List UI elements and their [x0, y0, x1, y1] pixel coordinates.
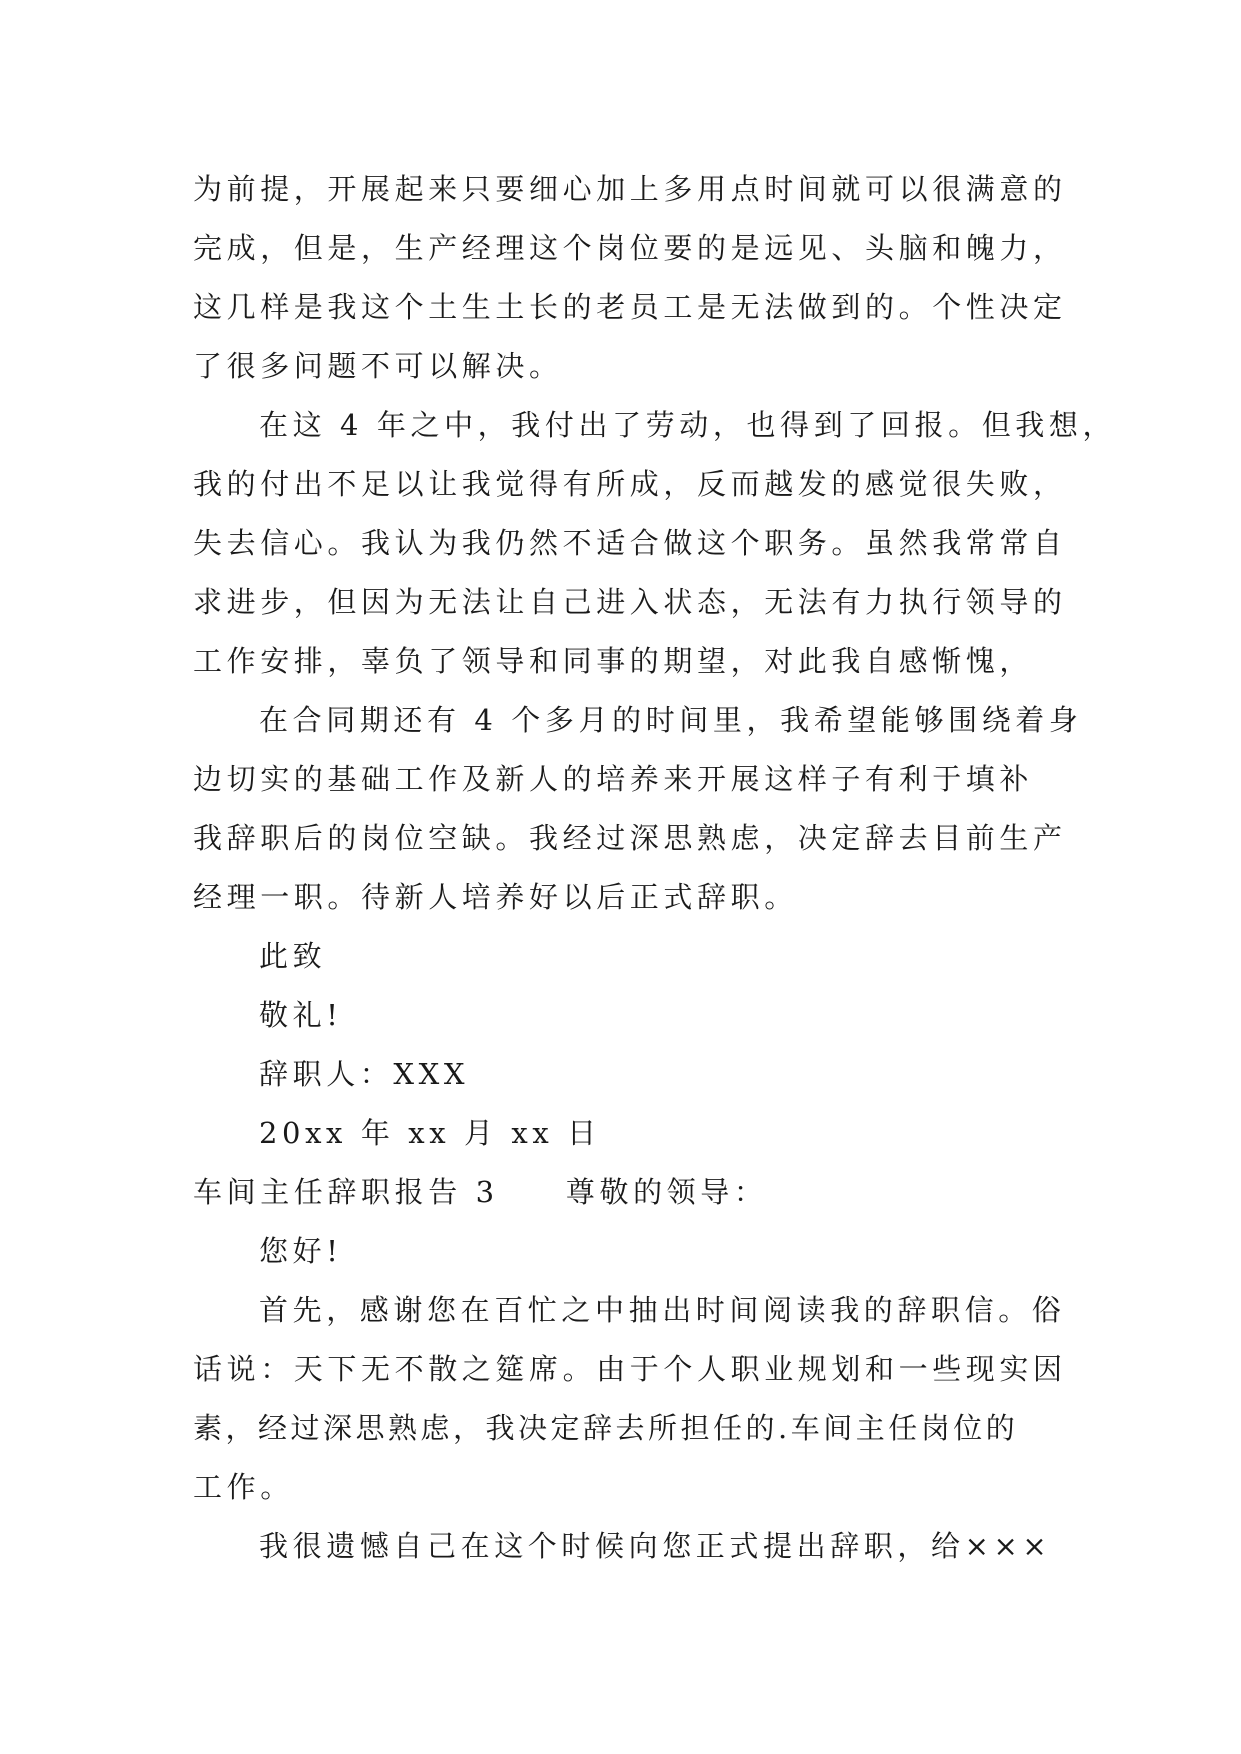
text-line: 话说：天下无不散之筵席。由于个人职业规划和一些现实因: [193, 1352, 1067, 1386]
signature-name: 辞职人：XXX: [259, 1057, 470, 1091]
section-title: 车间主任辞职报告 3 尊敬的领导：: [193, 1175, 768, 1209]
text-line: 我的付出不足以让我觉得有所成，反而越发的感觉很失败，: [193, 467, 1067, 501]
text-line: 我很遗憾自己在这个时候向您正式提出辞职，给×××: [259, 1529, 1052, 1563]
text-line: 我辞职后的岗位空缺。我经过深思熟虑，决定辞去目前生产: [193, 821, 1067, 855]
text-line: 失去信心。我认为我仍然不适合做这个职务。虽然我常常自: [193, 526, 1067, 560]
text-line: 为前提，开展起来只要细心加上多用点时间就可以很满意的: [193, 172, 1067, 206]
text-line: 了很多问题不可以解决。: [193, 349, 563, 383]
document-body: [193, 160, 1117, 1576]
closing-regards: 敬礼!: [259, 998, 343, 1032]
text-line: 经理一职。待新人培养好以后正式辞职。: [193, 880, 798, 914]
signature-date: 20xx 年 xx 月 xx 日: [259, 1116, 601, 1150]
text-line: 工作。: [193, 1470, 294, 1504]
text-line: 素，经过深思熟虑，我决定辞去所担任的.车间主任岗位的: [193, 1411, 1019, 1445]
text-line: 边切实的基础工作及新人的培养来开展这样子有利于填补: [193, 762, 1034, 796]
text-line: 求进步，但因为无法让自己进入状态，无法有力执行领导的: [193, 585, 1067, 619]
text-line: 在合同期还有 4 个多月的时间里，我希望能够围绕着身: [259, 703, 1083, 737]
text-line: 完成，但是，生产经理这个岗位要的是远见、头脑和魄力，: [193, 231, 1067, 265]
text-line: 这几样是我这个土生土长的老员工是无法做到的。个性决定: [193, 290, 1067, 324]
closing-salutation: 此致: [259, 939, 327, 973]
text-line: 在这 4 年之中，我付出了劳动，也得到了回报。但我想，: [259, 408, 1117, 442]
greeting: 您好!: [259, 1234, 343, 1268]
text-line: 工作安排，辜负了领导和同事的期望，对此我自感惭愧，: [193, 644, 1034, 678]
text-line: 首先，感谢您在百忙之中抽出时间阅读我的辞职信。俗: [259, 1293, 1066, 1327]
